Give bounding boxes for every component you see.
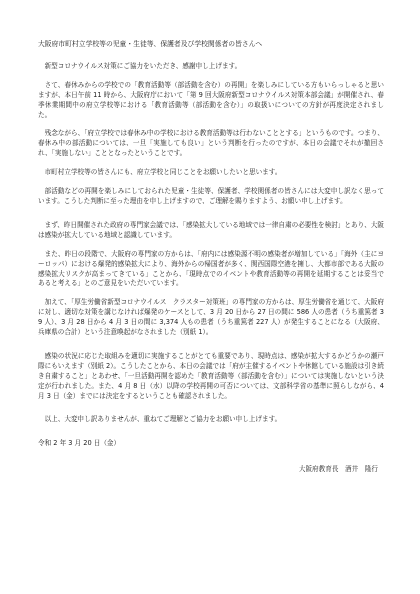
- paragraph-cluster-team: 加えて、「厚生労働省新型コロナウイルス クラスター対策班」の専門家の方からは、厚生労働省を通じて、大阪府に対し、適切な対策を講じなければ爆発のケースとして、3 月 20 日から 27 日の間に 586 人の患者（うち重篤者 39 人）、3 月 28 日から 4 月 3 日の間に 3,374 人もの患者（うち重篤者 227 人）が発生することになる（大阪府、兵庫県の合計）という注意喚起がなされました（別紙 1）。: [38, 298, 384, 337]
- paragraph-apology: 部活動などの再開を楽しみにしておられた児童・生徒等、保護者、学校関係者の皆さんには大変申し訳なく思っています。こうした判断に至った理由を申し上げますので、ご理解を賜りますよう、お願い申し上げます。: [38, 187, 384, 205]
- letter-date: 令和 2 年 3 月 20 日（金）: [38, 439, 121, 448]
- paragraph-conclusion: 感染の状況に応じた取組みを適切に実施することがとても重要であり、現時点は、感染が拡大するかどうかの瀬戸際にもいえます（別紙 2）。こうしたことから、本日の会議では「府が主催するイベントや休館している施設は引き続き自粛すること」とあわせ、「一旦活動再開を認めた「教育活動等（部活動を含む）」については実施しないという決定が行われました。また、4 月 8 日（水）以降の学校再開の可否については、文部科学省の基準に照らしながら、4 月 3 日（金）までには決定をするということも確認されました。: [38, 351, 384, 400]
- letter-page: [38, 40, 384, 475]
- letter-signature: 大阪府教育長 酒井 隆行: [298, 465, 378, 474]
- paragraph-decision: 残念ながら、「府立学校では春休み中の学校における教育活動等は行わないこととする」というものです。つまり、春休み中の部活動については、一旦「実施しても良い」という判断を行ったのですが、本日の会議でそれが撤回され、「実施しない」こととなったということです。: [38, 129, 384, 158]
- paragraph-experts: また、昨日の段階で、大阪府の専門家の方からは、「府内には感染源不明の感染者が増加している」「海外（主にヨーロッパ）における爆発的感染拡大により、海外からの帰国者が多く、関西国際空港を擁し、大都市部である大阪の感染拡大リスクが高まってきている」ことから、「現時点でのイベントや教育活動等の再開を延期することは妥当であると考える」とのご意見をいただいています。: [38, 249, 384, 288]
- paragraph-government: まず、昨日開催された政府の専門家会議では、「感染拡大している地域では一律自粛の必要性を検討」とあり、大阪は感染が拡大している地域と認識しています。: [38, 220, 384, 239]
- paragraph-municipal: 市町村立学校等の皆さんにも、府立学校と同じことをお願いしたいと思います。: [44, 168, 282, 177]
- paragraph-meeting: さて、春休みからの学校での「教育活動等（部活動を含む）の再開」を楽しみにしている方もいらっしゃると思いますが、本日午前 11 時から、大阪府庁において「第 9 回大阪府新型コロナウイルス対策本部会議」が開催され、春季休業期間中の府立学校等における「教育活動等（部活動を含む）」の取扱いについての方針が再度決定されました。: [38, 80, 384, 119]
- letter-title: 大阪府市町村立学校等の児童・生徒等、保護者及び学校関係者の皆さんへ: [38, 40, 263, 48]
- paragraph-closing: 以上、大変申し訳ありませんが、重ねてご理解とご協力をお願い申し上げます。: [44, 415, 282, 424]
- paragraph-thanks: 新型コロナウイルス対策にご協力をいただき、感謝申し上げます。: [44, 61, 242, 70]
